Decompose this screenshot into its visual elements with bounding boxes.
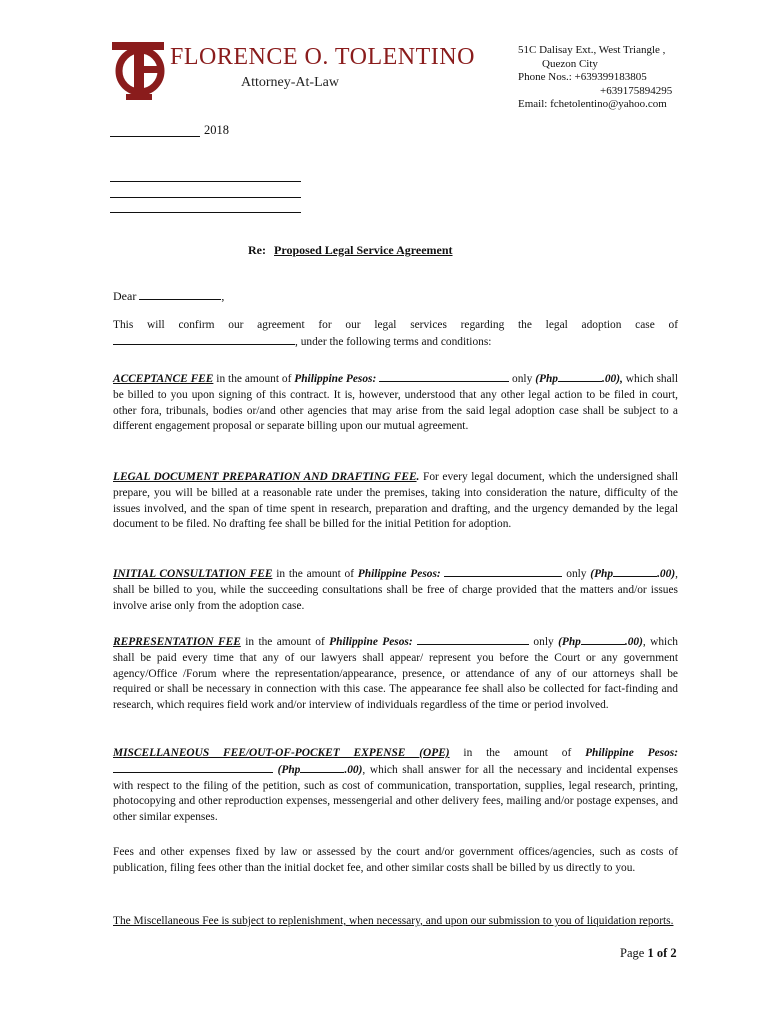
misc-body: , which shall answer for all the necessary and incidental expenses with respect to the filing of the petition, such as cost of communication, transportation, supplies, legal research, printing, photocopying and other reproduction expenses, messengerial and other delivery fees, mailing and/or postage expenses, and other similar expenses. <box>113 763 678 824</box>
acceptance-body: which shall be billed to you upon signing of this contract. It is, however, understood that any other legal action to be filed in court, other fora, tribunals, bodies or/and other agencies that may arise from the said legal adoption case shall be subject to a different engagement proposal or separate billing upon our mutual agreement. <box>113 373 679 433</box>
misc-fee-paragraph <box>113 746 678 826</box>
drafting-fee-dot: . <box>416 471 420 483</box>
consultation-fee-paragraph <box>113 566 678 614</box>
consultation-fee-heading: INITIAL CONSULTATION FEE <box>113 568 273 580</box>
misc-php-blank[interactable] <box>300 762 344 773</box>
intro-text-1: This will confirm our agreement for our legal services regarding the legal adoption case of <box>113 319 678 331</box>
representation-body: , which shall be paid every time that any of our lawyers shall appear/ represent you before the Court or any government agency/Office /Forum where the representation/appearance, presence, or attendance of any of our attorneys shall be required or shall be necessary in connection with this case. The appearance fee shall also be collected for fact-finding and research, which requires field work and/or interview of individuals regardless of the time or period involved. <box>113 636 678 712</box>
representation-text-2: only <box>529 636 559 648</box>
firm-title: Attorney-At-Law <box>241 75 339 90</box>
intro-text-2: , under the following terms and conditions: <box>295 335 492 348</box>
address-line-1: 51C Dalisay Ext., West Triangle , <box>518 44 666 56</box>
acceptance-php-close: .00), <box>601 373 623 385</box>
misc-php-open: (Php <box>277 763 301 776</box>
subject-title: Proposed Legal Service Agreement <box>274 243 453 257</box>
consultation-body: , shall be billed to you, while the succeeding consultations shall be free of charge provided that the matters and/or issues involve arise only from the adoption case. <box>113 568 678 612</box>
acceptance-amount-blank[interactable] <box>379 371 509 382</box>
page-of-word: of <box>656 946 668 960</box>
consultation-php-open: (Php <box>590 568 614 580</box>
consultation-text-1: in the amount of <box>272 568 358 580</box>
representation-text-1: in the amount of <box>240 636 330 648</box>
acceptance-text-1: in the amount of <box>213 373 295 385</box>
fees-by-law-paragraph: Fees and other expenses fixed by law or assessed by the court and/or government offices/agencies, such as costs of publication, filing fees other than the initial docket fee, and other similar costs shall be billed by us directly to you. <box>113 846 678 874</box>
address-line-2: Quezon City <box>542 57 598 70</box>
representation-php-close: .00) <box>624 636 643 648</box>
drafting-body: For every legal document, which the undersigned shall prepare, you will be billed at a reasonable rate under the premises, taking into consideration the nature, difficulty of the issues involved, and the span of time spent in research, preparation and drafting, and the urgency demanded by the legal document to be filed. No drafting fee shall be billed for the initial Petition for adoption. <box>113 471 678 531</box>
subject-line <box>248 243 453 258</box>
acceptance-php-blank[interactable] <box>558 371 602 382</box>
acceptance-fee-heading: ACCEPTANCE FEE <box>113 373 214 385</box>
recipient-line-1[interactable] <box>110 181 301 182</box>
acceptance-fee-paragraph <box>113 371 678 435</box>
firm-address-block <box>518 44 672 112</box>
representation-fee-paragraph <box>113 634 678 714</box>
consultation-php-blank[interactable] <box>613 566 657 577</box>
salutation-blank[interactable] <box>139 289 221 300</box>
email-line: Email: fchetolentino@yahoo.com <box>518 98 667 111</box>
phone-line-2: +639175894295 <box>600 84 673 97</box>
misc-fee-heading: MISCELLANEOUS FEE/OUT-OF-POCKET EXPENSE (OPE) <box>113 747 450 759</box>
drafting-fee-paragraph <box>113 470 678 533</box>
intro-paragraph <box>113 318 678 351</box>
date-blank[interactable] <box>110 136 200 137</box>
page-number <box>620 946 677 961</box>
page-total: 2 <box>670 946 677 960</box>
phone-line: Phone Nos.: +639399183805 <box>518 71 647 84</box>
acceptance-pesos-label: Philippine Pesos: <box>294 373 377 385</box>
case-name-blank[interactable] <box>113 334 295 345</box>
consultation-php-close: .00) <box>657 568 676 580</box>
misc-php-close: .00) <box>344 763 363 776</box>
subject-label: Re: <box>248 243 266 257</box>
consultation-pesos-label: Philippine Pesos: <box>357 568 441 580</box>
page-word: Page <box>620 946 645 960</box>
recipient-line-3[interactable] <box>110 212 301 213</box>
representation-php-blank[interactable] <box>581 634 625 645</box>
recipient-line-2[interactable] <box>110 197 301 198</box>
salutation <box>113 289 224 304</box>
representation-fee-heading: REPRESENTATION FEE <box>113 636 241 648</box>
representation-pesos-label: Philippine Pesos: <box>329 636 413 648</box>
replenishment-paragraph: The Miscellaneous Fee is subject to replenishment, when necessary, and upon our submission to you of liquidation reports. <box>113 915 674 927</box>
consultation-amount-blank[interactable] <box>444 566 562 577</box>
salutation-comma: , <box>221 289 225 303</box>
representation-amount-blank[interactable] <box>417 634 529 645</box>
misc-pesos-label: Philippine Pesos: <box>585 747 679 759</box>
acceptance-text-2: only <box>509 373 536 385</box>
date-year: 2018 <box>204 123 229 137</box>
acceptance-php-open: (Php <box>535 373 558 385</box>
drafting-fee-heading: LEGAL DOCUMENT PREPARATION AND DRAFTING FEE <box>113 471 417 483</box>
page-current: 1 <box>647 946 654 960</box>
firm-name: FLORENCE O. TOLENTINO <box>170 44 475 70</box>
misc-amount-blank[interactable] <box>113 762 273 773</box>
consultation-text-2: only <box>562 568 591 580</box>
salutation-word: Dear <box>113 289 137 303</box>
representation-php-open: (Php <box>558 636 581 648</box>
firm-logo-icon <box>110 38 166 102</box>
misc-text-1: in the amount of <box>449 747 586 759</box>
